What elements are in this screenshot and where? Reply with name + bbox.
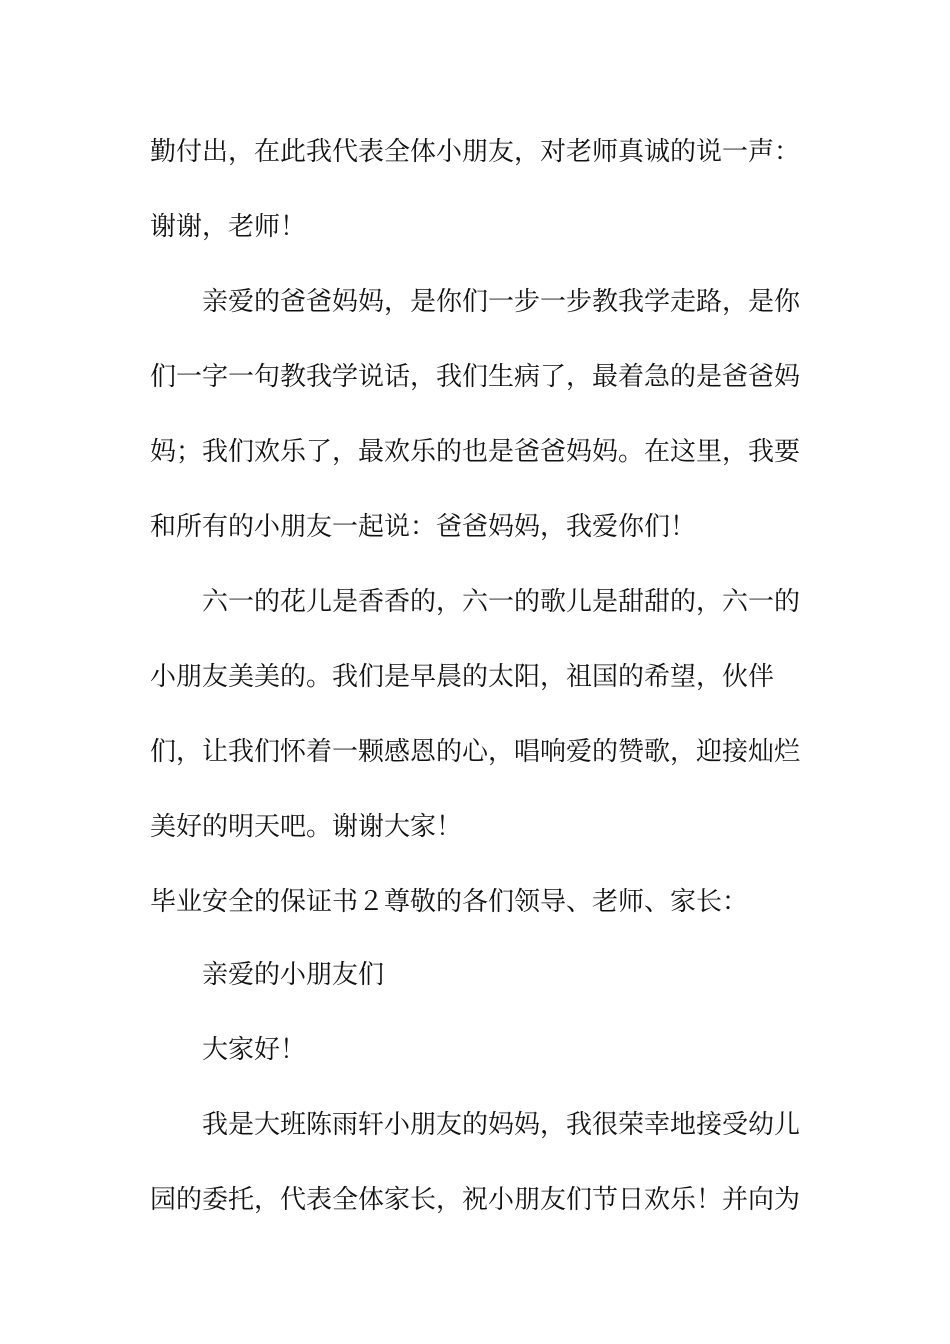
paragraph-children-line-3: 们，让我们怀着一颗感恩的心，唱响爱的赞歌，迎接灿烂 <box>150 737 801 767</box>
paragraph-children-line-4: 美好的明天吧。谢谢大家！ <box>150 812 463 842</box>
paragraph-parents-line-3: 妈；我们欢乐了，最欢乐的也是爸爸妈妈。在这里，我要 <box>150 437 801 467</box>
paragraph-parents-line-1: 亲爱的爸爸妈妈，是你们一步一步教我学走路，是你 <box>202 287 801 317</box>
salutation-children: 亲爱的小朋友们 <box>202 960 385 990</box>
text-line-2: 谢谢，老师！ <box>150 212 307 242</box>
paragraph-parents-line-2: 们一字一句教我学说话，我们生病了，最着急的是爸爸妈 <box>150 362 801 392</box>
paragraph-parents-line-4: 和所有的小朋友一起说：爸爸妈妈，我爱你们！ <box>150 512 697 542</box>
paragraph-children-line-1: 六一的花儿是香香的，六一的歌儿是甜甜的，六一的 <box>202 587 801 617</box>
text-line-1: 勤付出，在此我代表全体小朋友，对老师真诚的说一声： <box>150 137 801 167</box>
greeting: 大家好！ <box>202 1035 307 1065</box>
section-heading: 毕业安全的保证书２尊敬的各们领导、老师、家长： <box>150 887 749 917</box>
paragraph-mother-line-2: 园的委托，代表全体家长，祝小朋友们节日欢乐！并向为 <box>150 1185 801 1215</box>
paragraph-children-line-2: 小朋友美美的。我们是早晨的太阳，祖国的希望，伙伴 <box>150 662 775 692</box>
paragraph-mother-line-1: 我是大班陈雨轩小朋友的妈妈，我很荣幸地接受幼儿 <box>202 1110 801 1140</box>
